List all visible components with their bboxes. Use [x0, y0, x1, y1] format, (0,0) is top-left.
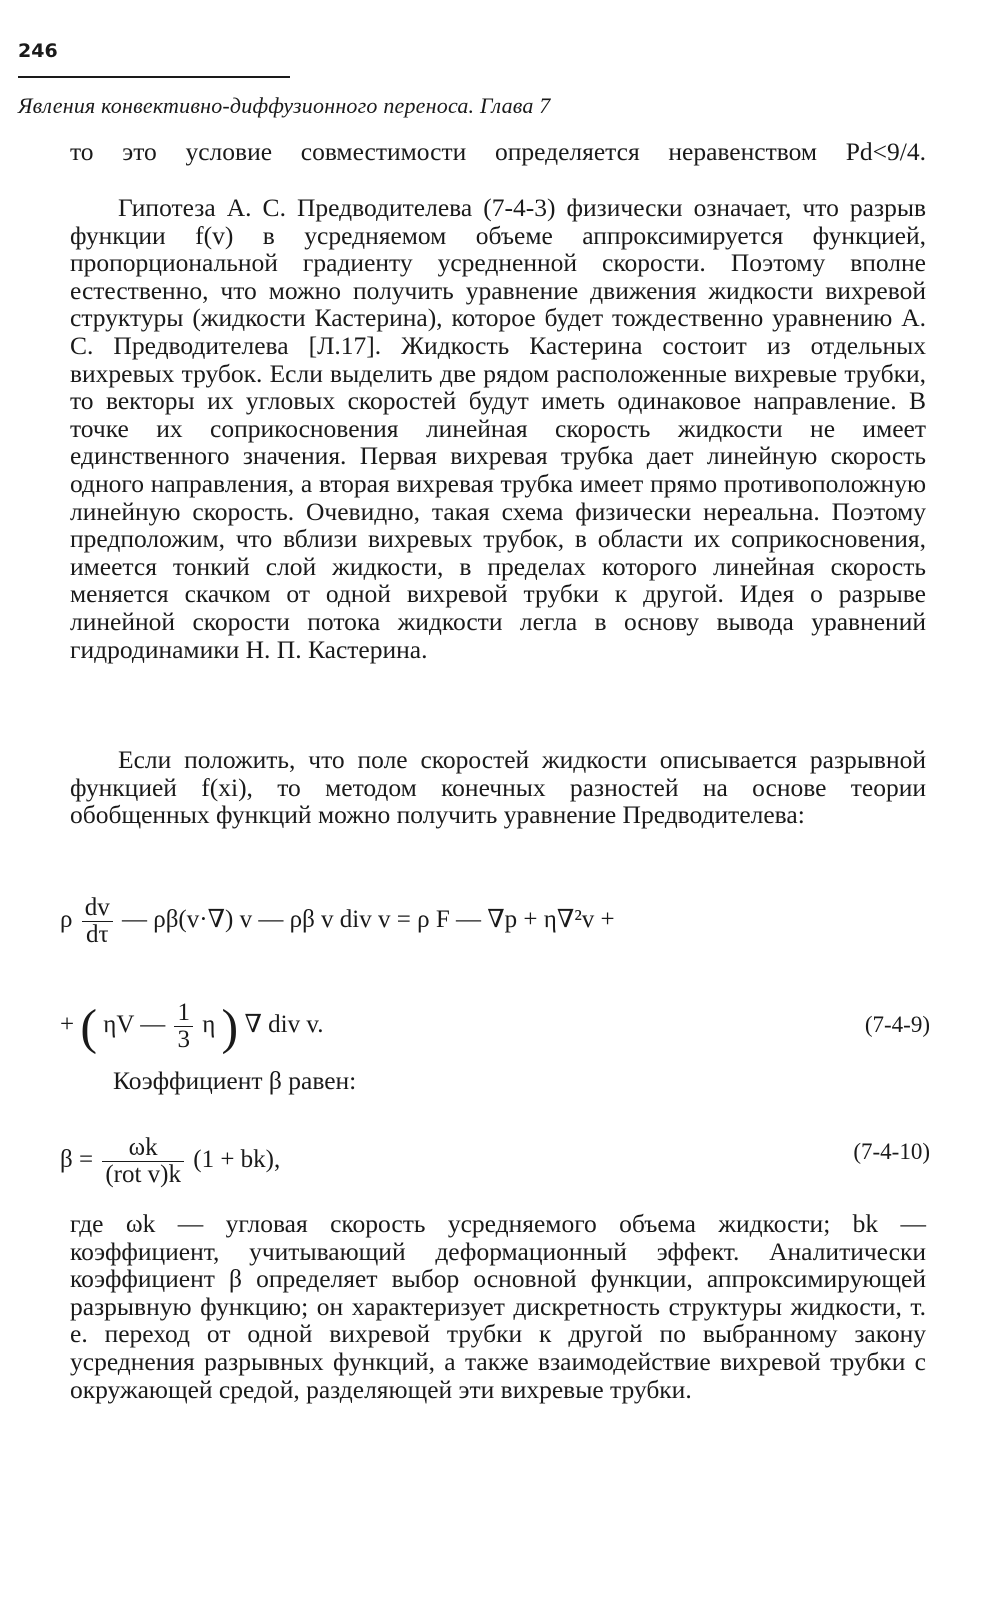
header-rule	[18, 76, 290, 78]
eq-derivative-fraction	[82, 895, 113, 948]
left-paren: (	[80, 998, 98, 1055]
eq-div-term: ∇ div v.	[244, 1011, 324, 1039]
paragraph-hypothesis: Гипотеза А. С. Предводителева (7-4-3) физически означает, что разрыв функции f(v) в усредняемом объеме аппроксимируется функцией, пропорциональной градиенту усредненной скорости. Поэтому вполне естественно, что можно получить уравнение движения жидкости вихревой структуры (жидкости Кастерина), которое будет тождественно уравнению А. С. Предводителева [Л.17]. Жидкость Кастерина состоит из отдельных вихревых трубок. Если выделить две рядом расположенные вихревые трубки, то векторы их угловых скоростей будут иметь одинаковое направление. В точке их соприкосновения линейная скорость жидкости не имеет единственного значения. Первая вихревая трубка дает линейную скорость одного направления, а вторая вихревая трубка имеет прямо противоположную линейную скорость. Очевидно, такая схема физически нереальна. Поэтому предположим, что вблизи вихревых трубок, в области их соприкосновения, имеется тонкий слой жидкости, в пределах которого линейная скорость меняется скачком от одной вихревой трубки к другой. Идея о разрыве линейной скорости потока жидкости легла в основу вывода уравнений гидродинамики Н. П. Кастерина.	[70, 193, 926, 664]
eq-beta-fraction	[102, 1135, 184, 1188]
eq-one-third-fraction	[174, 1000, 193, 1053]
eq-beta-lead: β =	[60, 1146, 94, 1174]
fraction-denominator: dτ	[85, 921, 109, 948]
fraction-numerator: dv	[82, 895, 113, 922]
eq-rho: ρ	[60, 906, 73, 934]
equation-7-4-9-line-2	[60, 1000, 930, 1053]
eq-plus: +	[60, 1011, 75, 1039]
equation-7-4-10	[60, 1135, 930, 1188]
fraction-denominator: (rot v)k	[105, 1161, 181, 1188]
paragraph-velocity-field: Если положить, что поле скоростей жидкости описывается разрывной функцией f(xi), то методом конечных разностей на основе теории обобщенных функций можно получить уравнение Предводителева:	[70, 745, 926, 830]
paragraph-continuation: то это условие совместимости определяется неравенством Pd<9/4.	[70, 137, 926, 166]
running-head: Явления конвективно-диффузионного переноса. Глава 7	[18, 93, 551, 118]
eq-eta: η	[202, 1011, 216, 1039]
right-paren: )	[221, 998, 239, 1055]
equation-number: (7-4-9)	[864, 1012, 930, 1037]
fraction-numerator: ωk	[102, 1135, 184, 1162]
fraction-numerator: 1	[174, 1000, 193, 1027]
page-number: 246	[18, 40, 58, 62]
equation-7-4-9-line-1	[60, 895, 930, 948]
eq-eta-v: ηV —	[103, 1011, 166, 1039]
fraction-denominator: 3	[177, 1026, 190, 1053]
equation-number: (7-4-10)	[853, 1139, 930, 1164]
paragraph-definitions: где ωk — угловая скорость усредняемого объема жидкости; bk — коэффициент, учитывающий деформационный эффект. Аналитически коэффициент β определяет выбор основной функции, аппроксимирующей разрывную функцию; он характеризует дискретность структуры жидкости, т. е. переход от одной вихревой трубки к другой по выбранному закону усреднения разрывных функций, а также взаимодействие вихревой трубки с окружающей средой, разделяющей эти вихревые трубки.	[70, 1209, 926, 1404]
coefficient-intro: Коэффициент β равен:	[113, 1066, 357, 1095]
eq-beta-rest: (1 + bk),	[193, 1146, 281, 1174]
eq-rhs: — ρβ(v·∇) v — ρβ v div v = ρ F — ∇p + η∇²v +	[121, 906, 615, 934]
